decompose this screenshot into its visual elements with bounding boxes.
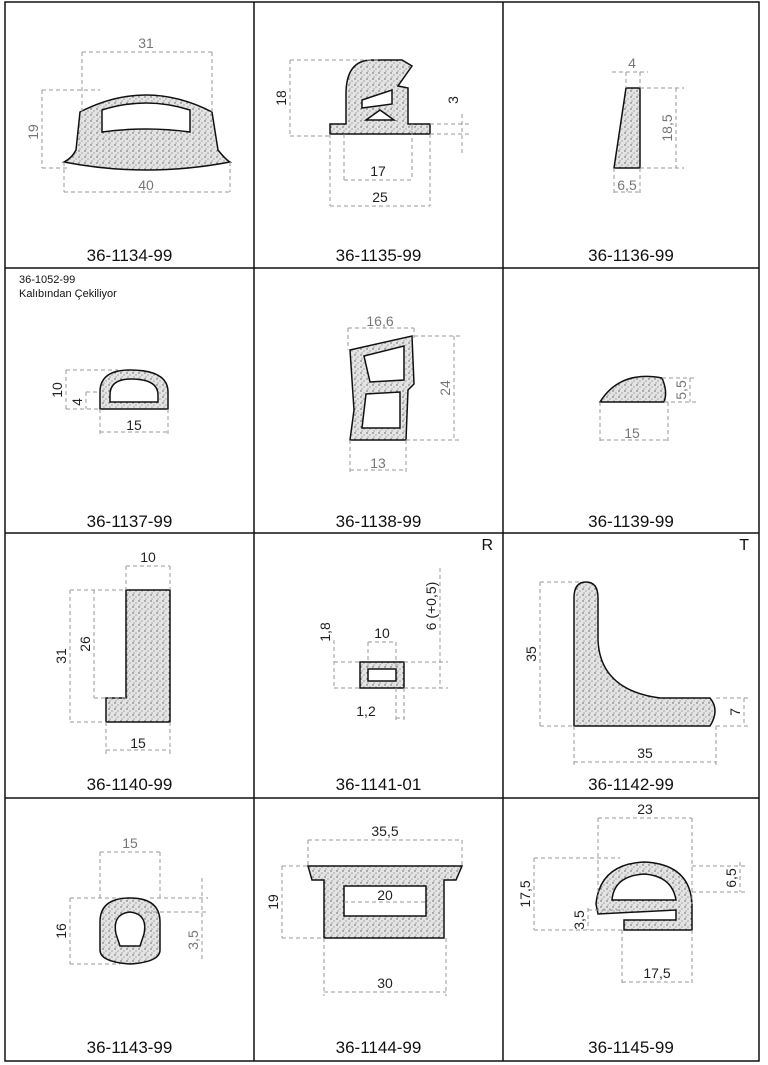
dim-1141-width: 10 [374, 625, 390, 641]
profile-code: 36-1144-99 [335, 1038, 422, 1057]
dim-1143-height: 16 [53, 923, 69, 939]
dim-1139-width: 15 [624, 425, 640, 441]
profile-code: 36-1145-99 [588, 1038, 674, 1057]
profile-cell-1142 [503, 533, 759, 798]
dim-1142-width: 35 [637, 745, 653, 761]
dim-1140-inner: 26 [77, 636, 93, 652]
dim-1141-wall: 1,8 [317, 622, 333, 642]
profile-cell-1136 [503, 2, 759, 268]
dim-1143-gap: 3,5 [185, 930, 201, 950]
dim-1142-height: 35 [523, 646, 539, 662]
mold-note [19, 273, 117, 301]
dim-1145-slot: 3,5 [571, 910, 587, 930]
profile-cell-1141 [254, 533, 503, 798]
dim-1137-width: 15 [126, 417, 142, 433]
profile-cell-1137 [5, 268, 254, 533]
dim-1137-height: 10 [49, 382, 65, 398]
profile-code: 36-1143-99 [86, 1038, 173, 1057]
profile-cell-1145 [503, 798, 759, 1061]
dim-1141-height: 6 (+0,5) [423, 581, 439, 631]
dim-1140-top: 10 [140, 549, 156, 565]
profile-cell-1143 [5, 798, 254, 1061]
dim-1145-lip: 6,5 [723, 868, 739, 888]
dim-1135-inner: 17 [370, 163, 386, 179]
dim-1145-top: 23 [637, 801, 653, 817]
dim-1134-height: 19 [25, 124, 41, 140]
dim-1136-height: 18,5 [659, 114, 675, 142]
profile-cell-1135 [254, 2, 503, 268]
profile-code: 36-1142-99 [588, 775, 674, 794]
profile-code: 36-1141-01 [335, 775, 422, 794]
mold-note-code: 36-1052-99 [19, 274, 76, 286]
profile-code: 36-1134-99 [86, 246, 173, 265]
corner-mark-r: R [481, 537, 493, 554]
profile-cell-1144 [254, 798, 503, 1061]
profile-cell-1134 [5, 2, 254, 268]
profile-cell-1138 [254, 268, 503, 533]
dim-1144-inner: 20 [377, 887, 393, 903]
dim-1135-base: 25 [372, 189, 388, 205]
dim-1138-height: 24 [437, 380, 453, 396]
profile-code: 36-1138-99 [335, 512, 422, 531]
dim-1140-height: 31 [53, 648, 69, 664]
dim-1144-top: 35,5 [371, 823, 399, 839]
dim-1136-base: 6,5 [617, 177, 637, 193]
dim-1145-height: 17,5 [517, 880, 533, 908]
dim-1135-flange: 3 [445, 96, 461, 104]
dim-1134-width: 31 [138, 35, 154, 51]
profile-code: 36-1137-99 [86, 512, 173, 531]
dim-1143-width: 15 [122, 835, 138, 851]
dim-1145-base: 17,5 [643, 965, 671, 981]
dim-1138-base: 13 [370, 455, 386, 471]
profile-code: 36-1140-99 [86, 775, 173, 794]
profile-code: 36-1139-99 [588, 512, 674, 531]
mold-note-text: Kalıbından Çekiliyor [19, 288, 117, 300]
dim-1144-height: 19 [265, 894, 281, 910]
dim-1136-top: 4 [628, 55, 636, 71]
dim-1142-lip: 7 [727, 708, 743, 716]
dim-1140-base: 15 [130, 735, 146, 751]
corner-mark-t: T [739, 537, 749, 554]
profile-code: 36-1136-99 [588, 246, 674, 265]
dim-1137-lip: 4 [69, 398, 85, 406]
profile-cell-1140 [5, 533, 254, 798]
profile-cell-1139 [503, 268, 759, 533]
dim-1139-height: 5,5 [673, 380, 689, 400]
dim-1138-top: 16,6 [366, 313, 394, 329]
dim-1134-base: 40 [138, 177, 154, 193]
dim-1135-height: 18 [273, 90, 289, 106]
profile-code: 36-1135-99 [335, 246, 422, 265]
dim-1141-gap: 1,2 [356, 703, 376, 719]
dim-1144-base: 30 [377, 975, 393, 991]
